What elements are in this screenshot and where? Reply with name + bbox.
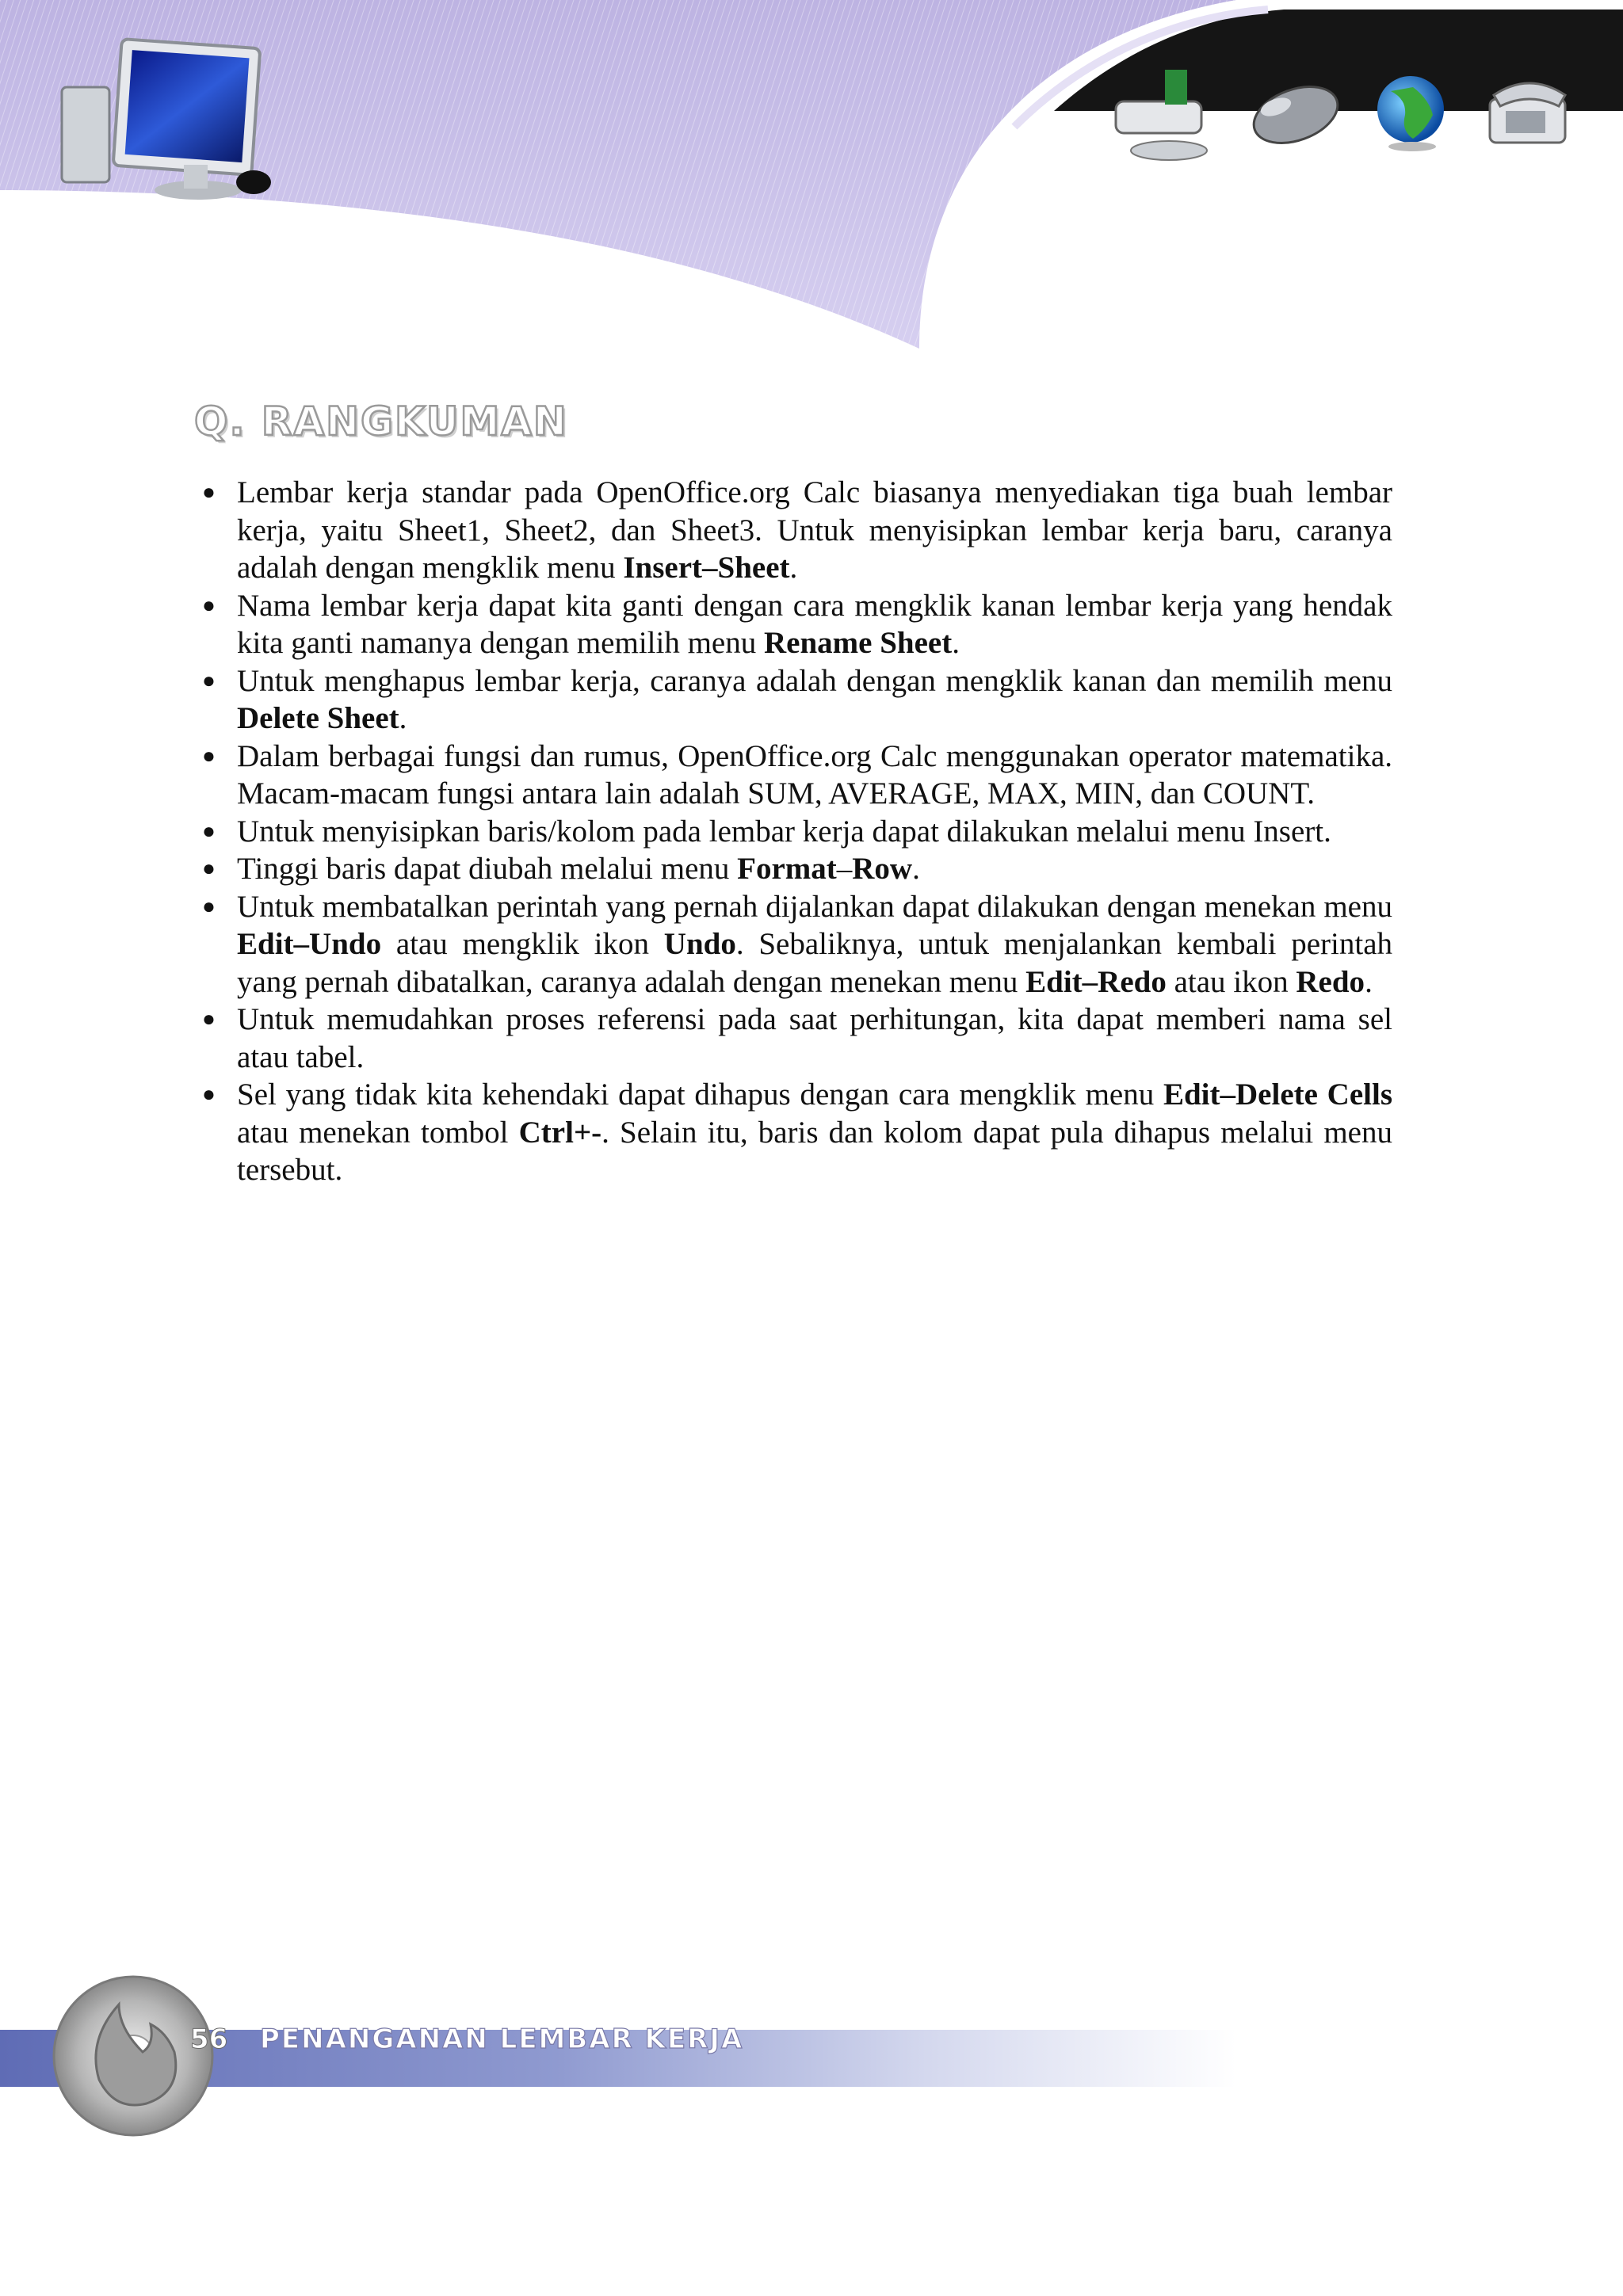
bullet-icon: ● — [202, 894, 216, 919]
footer-banner — [0, 1973, 1623, 2163]
telephone-icon — [1490, 83, 1565, 143]
summary-item — [202, 850, 1392, 888]
text-run: Dalam berbagai fungsi dan rumus, OpenOffice.org Calc menggunakan operator matematika. Macam-macam fungsi antara lain adalah SUM, AVERAGE, MAX, MIN, dan COUNT. — [237, 738, 1392, 810]
bold-term: Row — [852, 852, 913, 886]
summary-item — [202, 738, 1392, 813]
summary-item — [202, 813, 1392, 851]
text-run: – — [836, 852, 853, 886]
text-run: Nama lembar kerja dapat kita ganti dengan cara mengklik kanan lembar kerja yang hendak kita ganti namanya dengan memilih menu — [237, 588, 1392, 660]
bullet-icon: ● — [202, 1082, 216, 1107]
summary-item — [202, 474, 1392, 587]
bold-term: Undo — [663, 927, 736, 961]
text-run: Untuk menghapus lembar kerja, caranya adalah dengan mengklik kanan dan memilih menu — [237, 663, 1392, 698]
section-heading: Q. RANGKUMAN — [194, 399, 568, 444]
summary-item — [202, 662, 1392, 738]
summary-list — [202, 474, 1392, 1189]
bold-term: Edit–Undo — [237, 927, 382, 961]
bullet-icon: ● — [202, 668, 216, 693]
bold-term: Delete Sheet — [237, 701, 399, 735]
text-run: . — [1365, 964, 1373, 999]
text-run: . Sebaliknya, untuk menjalankan kembali perintah yang pernah dibatalkan, caranya adalah dengan menekan menu — [237, 927, 1393, 999]
text-run: Untuk membatalkan perintah yang pernah dijalankan dapat dilakukan dengan menekan menu — [237, 889, 1392, 924]
footer-chapter-title: PENANGANAN LEMBAR KERJA — [260, 2023, 744, 2055]
bullet-icon: ● — [202, 1007, 216, 1032]
text-run: Sel yang tidak kita kehendaki dapat dihapus dengan cara mengklik menu — [237, 1077, 1163, 1112]
text-run: . Selain itu, baris dan kolom dapat pula dihapus melalui menu tersebut. — [237, 1115, 1392, 1187]
bold-term: Ctrl+- — [518, 1115, 602, 1150]
bullet-icon: ● — [202, 856, 216, 881]
summary-item — [202, 1076, 1392, 1189]
header-banner — [0, 0, 1623, 372]
text-run: . — [912, 852, 920, 886]
bold-term: Edit–Redo — [1025, 964, 1167, 999]
bold-term: Rename Sheet — [763, 626, 953, 660]
summary-item — [202, 587, 1392, 662]
bullet-icon: ● — [202, 818, 216, 844]
bullet-icon: ● — [202, 593, 216, 618]
summary-item — [202, 888, 1392, 1001]
text-run: Untuk memudahkan proses referensi pada saat perhitungan, kita dapat memberi nama sel atau tabel. — [237, 1002, 1392, 1074]
text-run: atau menekan tombol — [237, 1115, 519, 1150]
text-run: atau mengklik ikon — [381, 927, 664, 961]
bullet-icon: ● — [202, 480, 216, 505]
text-run: . — [952, 626, 960, 660]
text-run: . — [399, 701, 407, 735]
text-run: atau ikon — [1166, 964, 1296, 999]
cd-disc-icon — [54, 1977, 212, 2135]
summary-item — [202, 1001, 1392, 1076]
bullet-icon: ● — [202, 743, 216, 769]
bold-term: Format — [737, 852, 837, 886]
text-run: Untuk menyisipkan baris/kolom pada lembar kerja dapat dilakukan melalui menu Insert. — [237, 814, 1331, 849]
page-number: 56 — [190, 2023, 228, 2055]
bold-term: Redo — [1296, 964, 1365, 999]
bold-term: Insert–Sheet — [623, 551, 790, 585]
text-run: . — [789, 551, 798, 585]
text-run: Lembar kerja standar pada OpenOffice.org Calc biasanya menyediakan tiga buah lembar kerja, yaitu Sheet1, Sheet2, dan Sheet3. Untuk menyisipkan lembar kerja baru, caranya adalah dengan mengklik menu — [237, 475, 1392, 585]
globe-icon — [1377, 76, 1444, 151]
bold-term: Edit–Delete Cells — [1163, 1077, 1393, 1112]
text-run: Tinggi baris dapat diubah melalui menu — [237, 852, 738, 886]
